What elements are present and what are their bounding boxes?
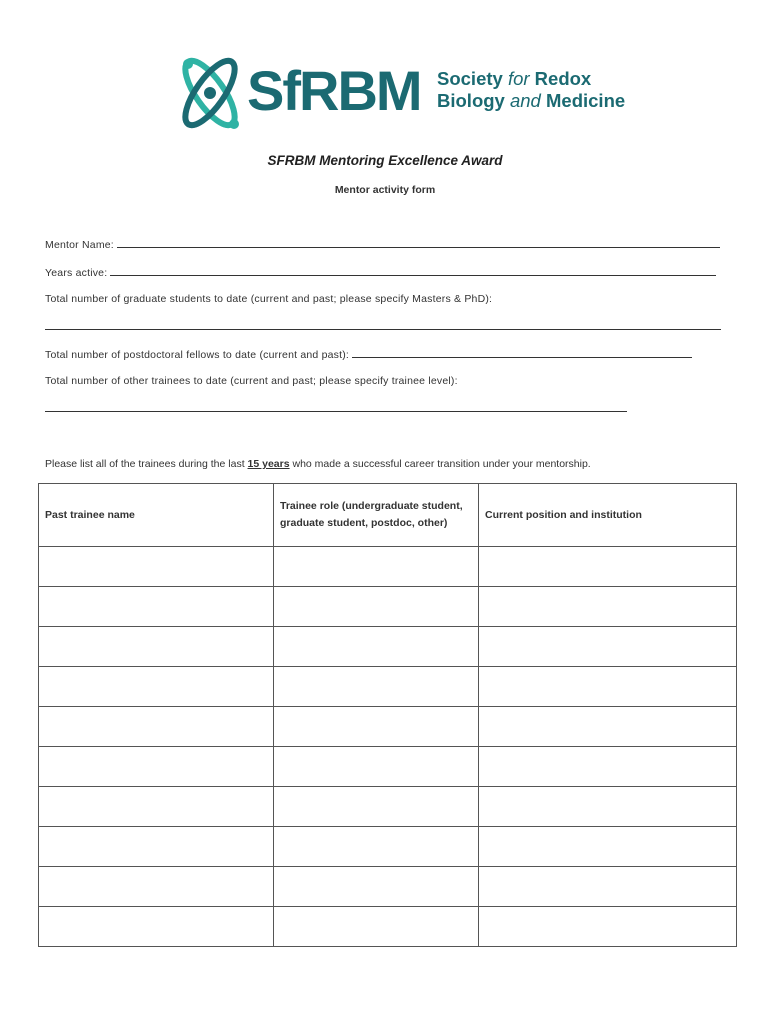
table-row <box>39 787 737 827</box>
trainee-role-cell[interactable] <box>274 827 479 867</box>
trainee-role-cell[interactable] <box>274 667 479 707</box>
table-row <box>39 827 737 867</box>
table-row <box>39 867 737 907</box>
table-row <box>39 907 737 947</box>
other-trainees-blank[interactable] <box>45 402 627 412</box>
form-subtitle: Mentor activity form <box>334 184 436 196</box>
trainee-role-cell[interactable] <box>274 587 479 627</box>
trainee-table <box>38 483 737 947</box>
table-header-row <box>39 484 737 547</box>
trainee-name-cell[interactable] <box>39 747 274 787</box>
current-position-cell[interactable] <box>479 747 737 787</box>
current-position-cell[interactable] <box>479 587 737 627</box>
trainee-role-cell[interactable] <box>274 867 479 907</box>
current-position-cell[interactable] <box>479 707 737 747</box>
trainee-role-cell[interactable] <box>274 707 479 747</box>
logo-org-name: Society for Redox Biology and Medicine <box>437 68 626 111</box>
mentor-name-field[interactable] <box>45 238 720 251</box>
header-trainee-role: Trainee role (undergraduate student, graduate student, postdoc, other) <box>274 484 479 547</box>
trainee-name-cell[interactable] <box>39 547 274 587</box>
trainee-name-cell[interactable] <box>39 667 274 707</box>
years-active-blank[interactable] <box>110 266 716 276</box>
current-position-cell[interactable] <box>479 627 737 667</box>
grad-students-field <box>45 293 492 305</box>
table-row <box>39 627 737 667</box>
form-title: SFRBM Mentoring Excellence Award <box>267 153 503 168</box>
current-position-cell[interactable] <box>479 667 737 707</box>
table-row <box>39 547 737 587</box>
mentor-name-blank[interactable] <box>117 238 720 248</box>
trainee-name-cell[interactable] <box>39 707 274 747</box>
trainee-role-cell[interactable] <box>274 787 479 827</box>
trainee-instructions: Please list all of the trainees during the last 15 years who made a successful career transition under your mentorship. <box>45 458 591 470</box>
table-row <box>39 747 737 787</box>
other-trainees-blank-row[interactable] <box>45 402 627 415</box>
current-position-cell[interactable] <box>479 787 737 827</box>
years-active-label: Years active: <box>45 267 108 279</box>
grad-students-blank[interactable] <box>45 320 721 330</box>
sfrbm-logo <box>172 52 626 134</box>
logo-wordmark: SfRBM <box>247 59 421 122</box>
trainee-name-cell[interactable] <box>39 787 274 827</box>
atom-icon <box>172 52 252 134</box>
trainee-role-cell[interactable] <box>274 547 479 587</box>
current-position-cell[interactable] <box>479 907 737 947</box>
postdocs-blank[interactable] <box>352 348 692 358</box>
table-row <box>39 667 737 707</box>
trainee-name-cell[interactable] <box>39 587 274 627</box>
table-row <box>39 587 737 627</box>
table-row <box>39 707 737 747</box>
trainee-name-cell[interactable] <box>39 907 274 947</box>
grad-students-blank-row[interactable] <box>45 320 721 333</box>
other-trainees-field <box>45 375 458 387</box>
header-trainee-name: Past trainee name <box>39 484 274 547</box>
current-position-cell[interactable] <box>479 867 737 907</box>
time-emphasis: 15 years <box>247 458 290 470</box>
trainee-role-cell[interactable] <box>274 627 479 667</box>
postdocs-label: Total number of postdoctoral fellows to date (current and past): <box>45 349 350 361</box>
trainee-name-cell[interactable] <box>39 867 274 907</box>
trainee-role-cell[interactable] <box>274 747 479 787</box>
years-active-field[interactable] <box>45 266 716 279</box>
header-current-position: Current position and institution <box>479 484 737 547</box>
current-position-cell[interactable] <box>479 827 737 867</box>
current-position-cell[interactable] <box>479 547 737 587</box>
other-trainees-label: Total number of other trainees to date (current and past; please specify trainee level): <box>45 375 458 387</box>
postdocs-field[interactable] <box>45 348 692 361</box>
mentor-name-label: Mentor Name: <box>45 239 114 251</box>
trainee-role-cell[interactable] <box>274 907 479 947</box>
trainee-name-cell[interactable] <box>39 827 274 867</box>
grad-students-label: Total number of graduate students to date (current and past; please specify Masters & PhD): <box>45 293 493 305</box>
trainee-name-cell[interactable] <box>39 627 274 667</box>
